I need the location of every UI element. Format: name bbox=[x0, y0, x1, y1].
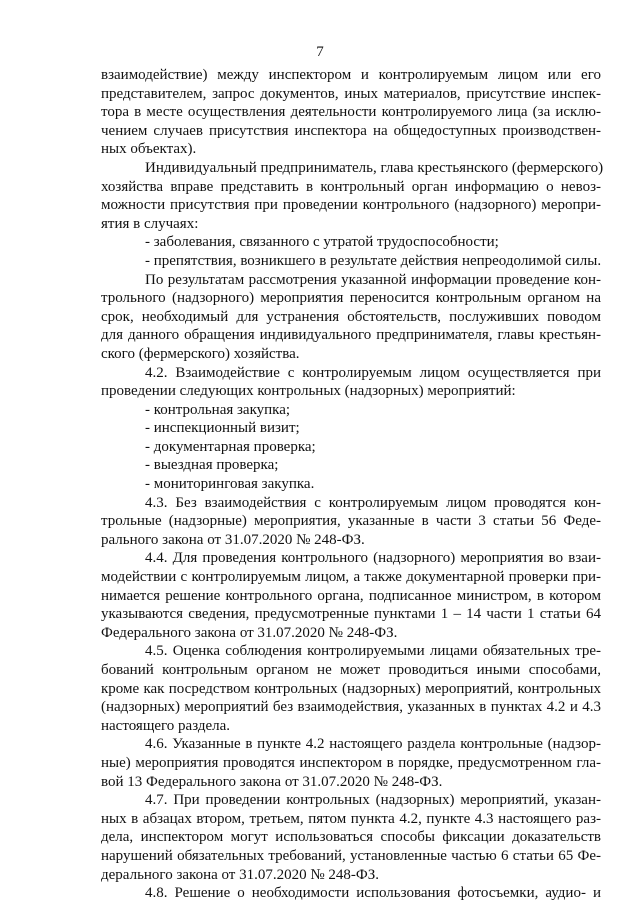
text-line: дерального закона от 31.07.2020 № 248-ФЗ. bbox=[101, 866, 380, 883]
list-item bbox=[101, 438, 601, 457]
text-line: (надзорных) мероприятий без взаимодействия, указанных в пунктах 4.2 и 4.3 bbox=[101, 699, 601, 716]
paragraph bbox=[101, 494, 601, 550]
text-line: ского (фермерского) хозяйства. bbox=[101, 345, 300, 362]
text-line: нимается решение контрольного органа, подписанное министром, в котором bbox=[101, 587, 601, 604]
text-line: По результатам рассмотрения указанной информации проведение кон- bbox=[145, 271, 601, 288]
text-line: 4.5. Оценка соблюдения контролируемыми лицами обязательных тре- bbox=[145, 643, 601, 660]
text-line: вой 13 Федерального закона от 31.07.2020 № 248-ФЗ. bbox=[101, 773, 443, 790]
list-item bbox=[101, 419, 601, 438]
text-line: рального закона от 31.07.2020 № 248-ФЗ. bbox=[101, 531, 365, 548]
text-line: 4.7. При проведении контрольных (надзорных) мероприятий, указан- bbox=[145, 792, 601, 809]
text-line: - препятствия, возникшего в результате действия непреодолимой силы. bbox=[145, 252, 602, 269]
text-line: нарушений обязательных требований, установленные частью 6 статьи 65 Фе- bbox=[101, 847, 601, 864]
text-line: ных объектах). bbox=[101, 141, 197, 158]
text-line: ных в абзацах втором, третьем, пятом пункта 4.2, пункте 4.3 настоящего раз- bbox=[101, 810, 601, 827]
paragraph bbox=[101, 735, 601, 791]
text-line: Федерального закона от 31.07.2020 № 248-ФЗ. bbox=[101, 624, 398, 641]
text-line: 4.8. Решение о необходимости использования фотосъемки, аудио- и bbox=[145, 885, 601, 902]
text-line: срок, необходимый для устранения обстоятельств, послуживших поводом bbox=[101, 308, 601, 325]
text-line: можности присутствия при проведении контрольного (надзорного) меропри- bbox=[101, 197, 601, 214]
text-line: - мониторинговая закупка. bbox=[145, 476, 315, 493]
paragraph bbox=[101, 549, 601, 642]
text-line: модействии с контролируемым лицом, а также документарной проверки при- bbox=[101, 569, 601, 586]
text-line: кроме как посредством контрольных (надзорных) мероприятий, контрольных bbox=[101, 680, 601, 697]
list-item bbox=[101, 233, 601, 252]
text-line: 4.3. Без взаимодействия с контролируемым лицом проводятся кон- bbox=[145, 494, 601, 511]
paragraph bbox=[101, 364, 601, 401]
text-line: ятия в случаях: bbox=[101, 215, 199, 232]
text-line: 4.4. Для проведения контрольного (надзорного) мероприятия во взаи- bbox=[145, 550, 601, 567]
text-line: настоящего раздела. bbox=[101, 717, 231, 734]
text-line: - документарная проверка; bbox=[145, 438, 316, 455]
text-line: Индивидуальный предприниматель, глава крестьянского (фермерского) bbox=[145, 159, 604, 176]
document-body bbox=[101, 66, 604, 903]
list-item bbox=[101, 252, 601, 271]
text-line: тора в месте осуществления деятельности контролируемого лица (за исклю- bbox=[101, 104, 601, 121]
text-line: - заболевания, связанного с утратой трудоспособности; bbox=[145, 234, 499, 251]
text-line: хозяйства вправе представить в контрольный орган информацию о невоз- bbox=[101, 178, 601, 195]
paragraph bbox=[101, 884, 601, 903]
text-line: 4.6. Указанные в пункте 4.2 настоящего раздела контрольные (надзор- bbox=[145, 736, 601, 753]
text-line: указываются сведения, предусмотренные пунктами 1 – 14 части 1 статьи 64 bbox=[101, 606, 601, 623]
text-line: чением случаев присутствия инспектора на общедоступных производствен- bbox=[101, 122, 601, 139]
paragraph bbox=[101, 66, 601, 159]
text-line: - выездная проверка; bbox=[145, 457, 279, 474]
text-line: представителем, запрос документов, иных материалов, присутствие инспек- bbox=[101, 85, 601, 102]
text-line: ные) мероприятия проводятся инспектором в порядке, предусмотренном гла- bbox=[101, 754, 601, 771]
text-line: бований контрольным органом не может проводиться иными способами, bbox=[101, 662, 601, 678]
text-line: 4.2. Взаимодействие с контролируемым лицом осуществляется при bbox=[145, 364, 601, 381]
paragraph bbox=[101, 642, 601, 735]
text-line: дела, инспектором могут использоваться способы фиксации доказательств bbox=[101, 829, 601, 846]
list-item bbox=[101, 401, 601, 420]
list-item bbox=[101, 456, 601, 475]
text-line: трольные (надзорные) мероприятия, указанные в части 3 статьи 56 Феде- bbox=[101, 513, 601, 530]
paragraph bbox=[101, 791, 601, 884]
text-line: - контрольная закупка; bbox=[145, 401, 291, 418]
text-line: проведении следующих контрольных (надзорных) мероприятий: bbox=[101, 383, 516, 400]
text-line: для данного обращения индивидуального предпринимателя, главы крестьян- bbox=[101, 327, 601, 344]
text-line: - инспекционный визит; bbox=[145, 420, 300, 437]
page-number: 7 bbox=[316, 44, 324, 60]
paragraph bbox=[101, 159, 604, 233]
text-line: трольного (надзорного) мероприятия переносится контрольным органом на bbox=[101, 290, 601, 307]
list-item bbox=[101, 475, 601, 494]
paragraph bbox=[101, 271, 601, 364]
text-line: взаимодействие) между инспектором и контролируемым лицом или его bbox=[101, 67, 601, 83]
